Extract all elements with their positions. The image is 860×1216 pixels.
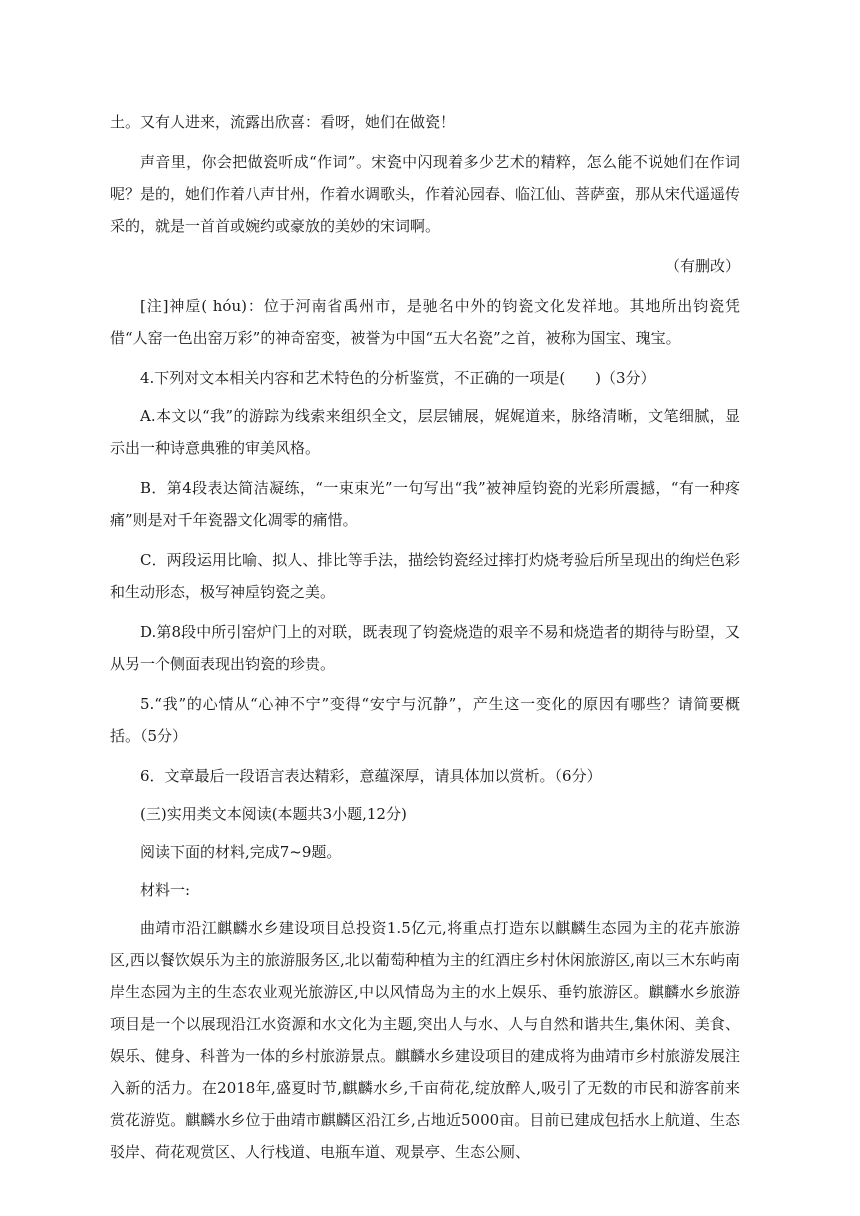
reading-instruction: 阅读下面的材料,完成7~9题。: [140, 843, 342, 861]
question-5: 5.“我”的心情从“心神不宁”变得“安宁与沉静”，产生这一变化的原因有哪些？请简要概括。（5分）: [110, 695, 740, 745]
option-d: D.第8段中所引窑炉门上的对联，既表现了钧瓷烧造的艰辛不易和烧造者的期待与盼望，又从另一个侧面表现出钧瓷的珍贵。: [110, 623, 740, 673]
question-6: 6．文章最后一段语言表达精彩，意蕴深厚，请具体加以赏析。（6分）: [140, 767, 602, 785]
option-b: B．第4段表达简洁凝练，“一束束光”一句写出“我”被神垕钧瓷的光彩所震撼，“有一种疼痛”则是对千年瓷器文化凋零的痛惜。: [110, 479, 740, 529]
annotation-note: [注]神垕( hóu)：位于河南省禹州市，是驰名中外的钧瓷文化发祥地。其地所出钧瓷凭借“人窑一色出窑万彩”的神奇窑变，被誉为中国“五大名瓷”之首，被称为国宝、瑰宝。: [110, 297, 740, 347]
paragraph-2: 声音里，你会把做瓷听成“作词”。宋瓷中闪现着多少艺术的精粹，怎么能不说她们在作词呢？是的，她们作着八声甘州，作着水调歌头，作着沁园春、临江仙、菩萨蛮，那从宋代遥遥传采的，就是一首首或婉约或豪放的美妙的宋词啊。: [110, 153, 741, 235]
section-heading: (三)实用类文本阅读(本题共3小题,12分): [140, 805, 407, 823]
material-paragraph: 曲靖市沿江麒麟水乡建设项目总投资1.5亿元,将重点打造东以麒麟生态园为主的花卉旅游区,西以餐饮娱乐为主的旅游服务区,北以葡萄种植为主的红酒庄乡村休闲旅游区,南以三木东屿南岸生态园为主的生态农业观光旅游区,中以风情岛为主的水上娱乐、垂钓旅游区。麒麟水乡旅游项目是一个以展现沿江水资源和水文化为主题,突出人与水、人与自然和谐共生,集休闲、美食、娱乐、健身、科普为一体的乡村旅游景点。麒麟水乡建设项目的建成将为曲靖市乡村旅游发展注入新的活力。在2018年,盛夏时节,麒麟水乡,千亩荷花,绽放醉人,吸引了无数的市民和游客前来赏花游览。麒麟水乡位于曲靖市麒麟区沿江乡,占地近5000亩。目前已建成包括水上航道、生态驳岸、荷花观赏区、人行栈道、电瓶车道、观景亭、生态公厕、: [110, 919, 741, 1161]
option-c: C．两段运用比喻、拟人、排比等手法，描绘钧瓷经过摔打灼烧考验后所呈现出的绚烂色彩和生动形态，极写神垕钧瓷之美。: [110, 551, 740, 601]
document-body: [110, 106, 740, 1176]
source-note: （有删改）: [664, 257, 740, 275]
material-label: 材料一:: [140, 881, 191, 899]
option-a: A.本文以“我”的游踪为线索来组织全文，层层铺展，娓娓道来，脉络清晰，文笔细腻，显示出一种诗意典雅的审美风格。: [110, 407, 740, 457]
paragraph-1: 土。又有人进来，流露出欣喜：看呀，她们在做瓷！: [110, 113, 456, 131]
question-4: 4.下列对文本相关内容和艺术特色的分析鉴赏，不正确的一项是( )（3分）: [140, 369, 656, 387]
